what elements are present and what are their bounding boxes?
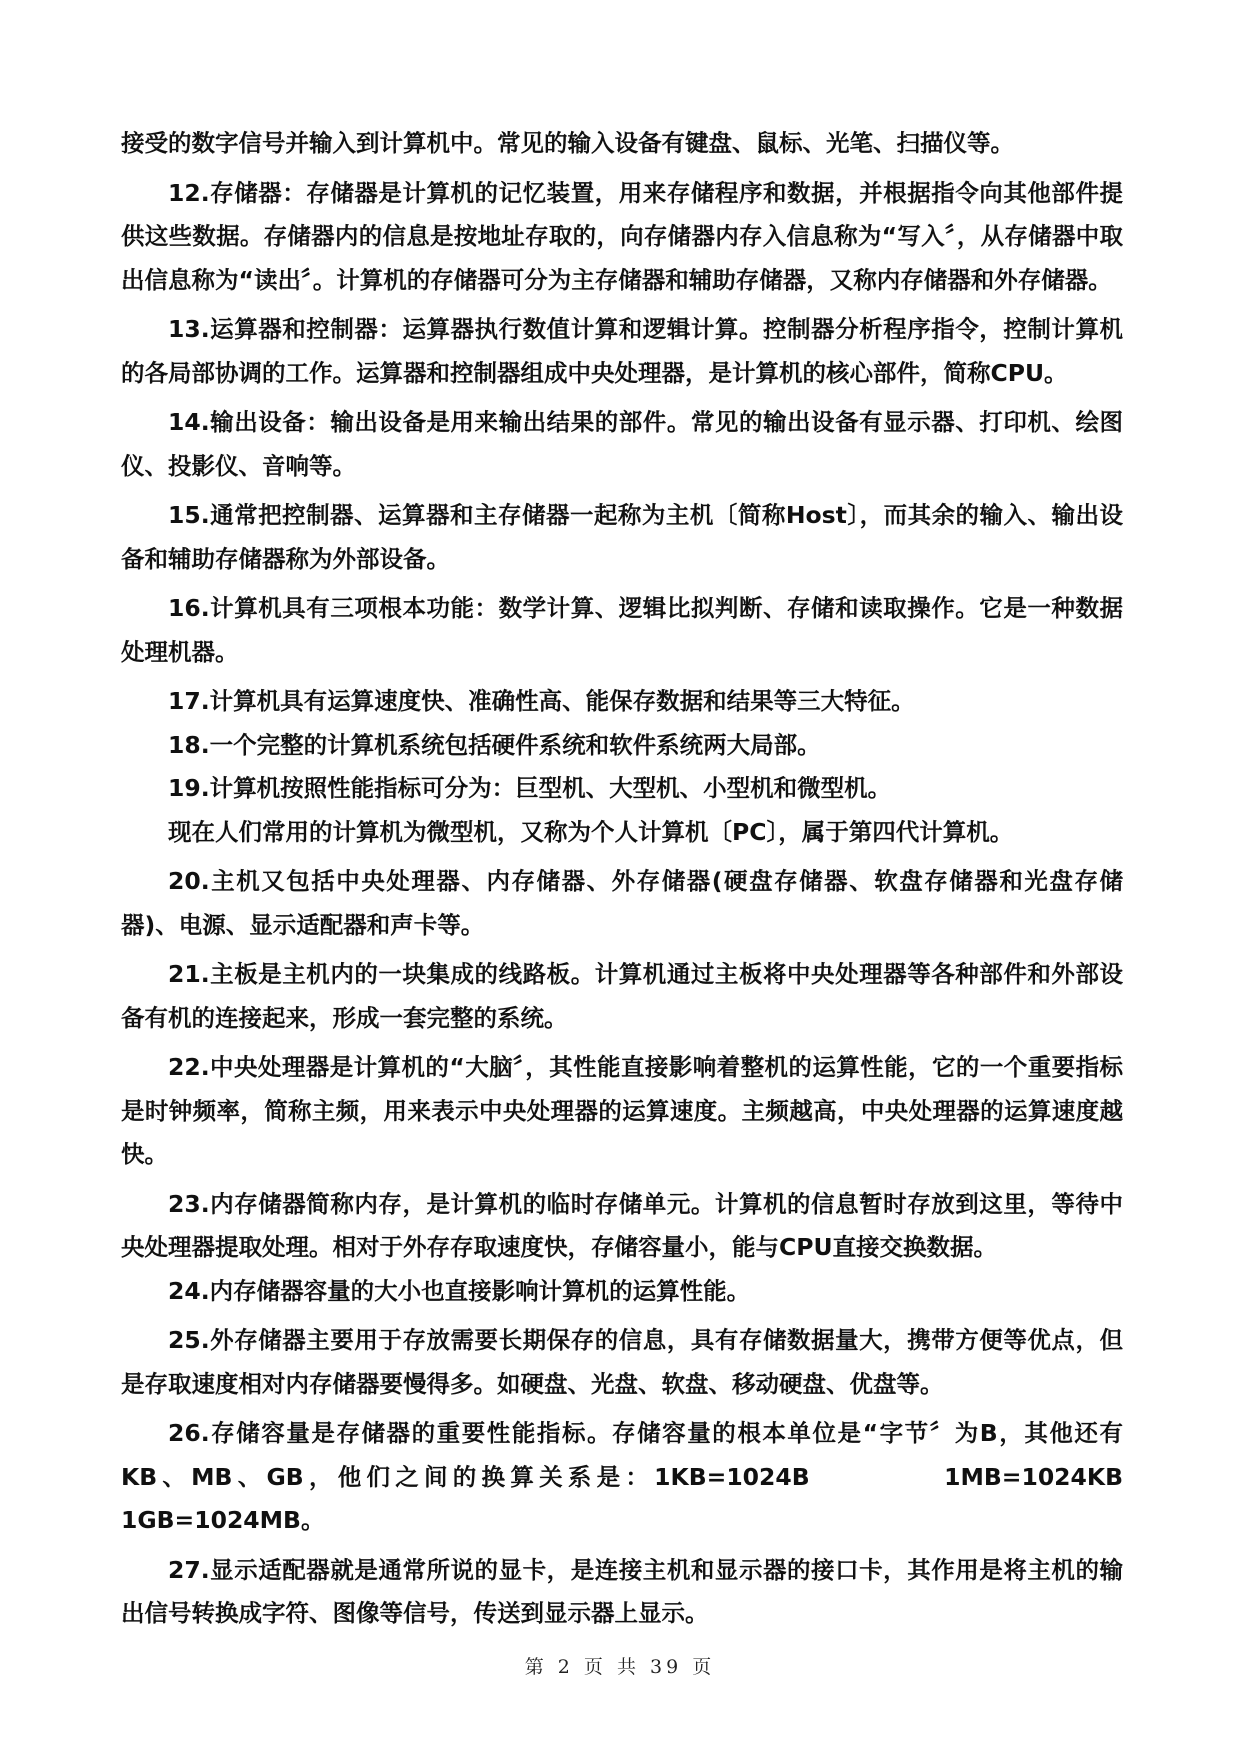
paragraph-21: 21.主板是主机内的一块集成的线路板。计算机通过主板将中央处理器等各种部件和外部设备有机的连接起来，形成一套完整的系统。 [121, 960, 1123, 1032]
paragraph-14: 14.输出设备：输出设备是用来输出结果的部件。常见的输出设备有显示器、打印机、绘图仪、投影仪、音响等。 [121, 408, 1123, 480]
paragraph-20: 20.主机又包括中央处理器、内存储器、外存储器(硬盘存储器、软盘存储器和光盘存储器)、电源、显示适配器和声卡等。 [121, 867, 1123, 939]
paragraph-0: 接受的数字信号并输入到计算机中。常见的输入设备有键盘、鼠标、光笔、扫描仪等。 [121, 129, 1014, 157]
paragraph-24: 24.内存储器容量的大小也直接影响计算机的运算性能。 [168, 1276, 751, 1305]
paragraph-22: 22.中央处理器是计算机的“大脑〞，其性能直接影响着整机的运算性能，它的一个重要指标是时钟频率，简称主频，用来表示中央处理器的运算速度。主频越高，中央处理器的运算速度越快。 [121, 1053, 1123, 1168]
paragraph-16: 16.计算机具有三项根本功能：数学计算、逻辑比拟判断、存储和读取操作。它是一种数据处理机器。 [121, 594, 1123, 666]
paragraph-27: 27.显示适配器就是通常所说的显卡，是连接主机和显示器的接口卡，其作用是将主机的输出信号转换成字符、图像等信号，传送到显示器上显示。 [121, 1555, 1123, 1627]
paragraph-19-note: 现在人们常用的计算机为微型机，又称为个人计算机〔PC〕，属于第四代计算机。 [168, 817, 1014, 846]
paragraph-23: 23.内存储器简称内存，是计算机的临时存储单元。计算机的信息暂时存放到这里，等待中央处理器提取处理。相对于外存存取速度快，存储容量小，能与CPU直接交换数据。 [121, 1189, 1123, 1261]
paragraph-13: 13.运算器和控制器：运算器执行数值计算和逻辑计算。控制器分析程序指令，控制计算机的各局部协调的工作。运算器和控制器组成中央处理器，是计算机的核心部件，简称CPU。 [121, 315, 1123, 387]
paragraph-26: 26.存储容量是存储器的重要性能指标。存储容量的根本单位是“字节〞为B，其他还有KB、MB、GB，他们之间的换算关系是：1KB=1024B 1MB=1024KB 1GB=1024MB。 [121, 1419, 1132, 1534]
document-body [121, 122, 1132, 1636]
page-footer: 第 2 页 共 39 页 [524, 1656, 716, 1678]
paragraph-25: 25.外存储器主要用于存放需要长期保存的信息，具有存储数据量大，携带方便等优点，但是存取速度相对内存储器要慢得多。如硬盘、光盘、软盘、移动硬盘、优盘等。 [121, 1326, 1123, 1398]
paragraph-17: 17.计算机具有运算速度快、准确性高、能保存数据和结果等三大特征。 [168, 687, 915, 715]
paragraph-12: 12.存储器：存储器是计算机的记忆装置，用来存储程序和数据，并根据指令向其他部件提供这些数据。存储器内的信息是按地址存取的，向存储器内存入信息称为“写入〞，从存储器中取出信息称为“读出〞。计算机的存储器可分为主存储器和辅助存储器，又称内存储器和外存储器。 [121, 178, 1123, 294]
paragraph-15: 15.通常把控制器、运算器和主存储器一起称为主机〔简称Host〕，而其余的输入、输出设备和辅助存储器称为外部设备。 [121, 501, 1123, 573]
paragraph-19: 19.计算机按照性能指标可分为：巨型机、大型机、小型机和微型机。 [168, 774, 892, 802]
paragraph-18: 18.一个完整的计算机系统包括硬件系统和软件系统两大局部。 [168, 730, 821, 759]
